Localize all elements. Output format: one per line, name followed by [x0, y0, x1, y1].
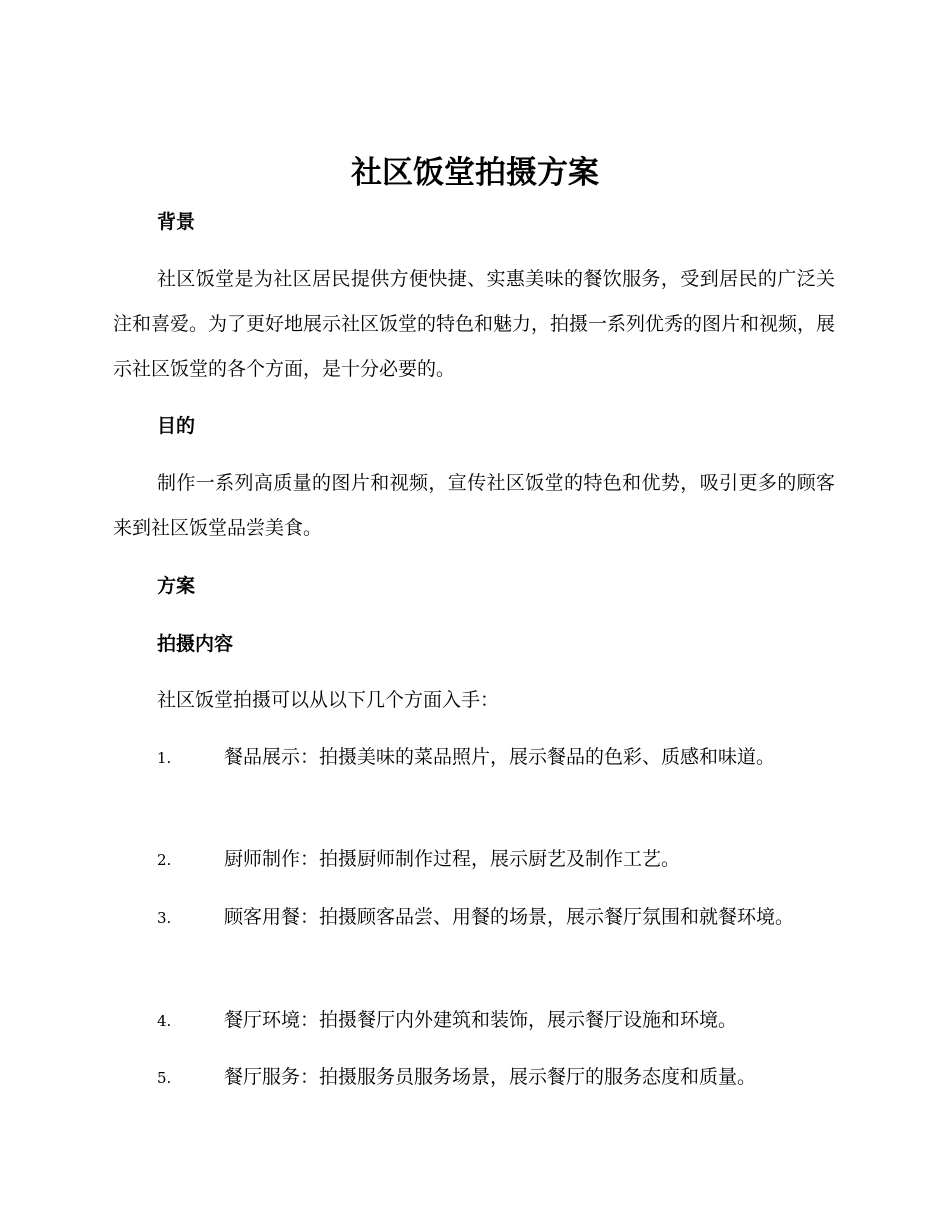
section-heading-plan: 方案	[157, 575, 196, 597]
subsection-heading-shooting-content: 拍摄内容	[157, 633, 234, 655]
list-item-number: 1.	[157, 749, 172, 767]
document-title: 社区饭堂拍摄方案	[351, 155, 599, 191]
plan-intro-paragraph: 社区饭堂拍摄可以从以下几个方面入手：	[157, 689, 500, 711]
purpose-paragraph: 制作一系列高质量的图片和视频，宣传社区饭堂的特色和优势，吸引更多的顾客来到社区饭堂品尝美食。	[113, 472, 835, 539]
section-heading-purpose: 目的	[157, 415, 196, 437]
list-item-number: 4.	[157, 1012, 172, 1030]
list-item-number: 5.	[157, 1069, 172, 1087]
list-item-text: 厨师制作：拍摄厨师制作过程，展示厨艺及制作工艺。	[224, 848, 681, 870]
list-item-number: 3.	[157, 909, 172, 927]
list-item-number: 2.	[157, 851, 172, 869]
list-item	[113, 895, 835, 941]
background-paragraph: 社区饭堂是为社区居民提供方便快捷、实惠美味的餐饮服务，受到居民的广泛关注和喜爱。为了更好地展示社区饭堂的特色和魅力，拍摄一系列优秀的图片和视频，展示社区饭堂的各个方面，是十分必要的。	[113, 268, 836, 380]
list-item-text: 餐厅服务：拍摄服务员服务场景，展示餐厅的服务态度和质量。	[224, 1066, 757, 1088]
list-item-text: 顾客用餐：拍摄顾客品尝、用餐的场景，展示餐厅氛围和就餐环境。	[224, 906, 795, 928]
list-item	[113, 1055, 835, 1101]
list-item	[113, 735, 835, 781]
list-item-text: 餐厅环境：拍摄餐厅内外建筑和装饰，展示餐厅设施和环境。	[224, 1009, 738, 1031]
section-heading-background: 背景	[157, 211, 196, 233]
list-item	[113, 837, 835, 883]
list-item	[113, 998, 835, 1044]
list-item-text: 餐品展示：拍摄美味的菜品照片，展示餐品的色彩、质感和味道。	[224, 746, 776, 768]
